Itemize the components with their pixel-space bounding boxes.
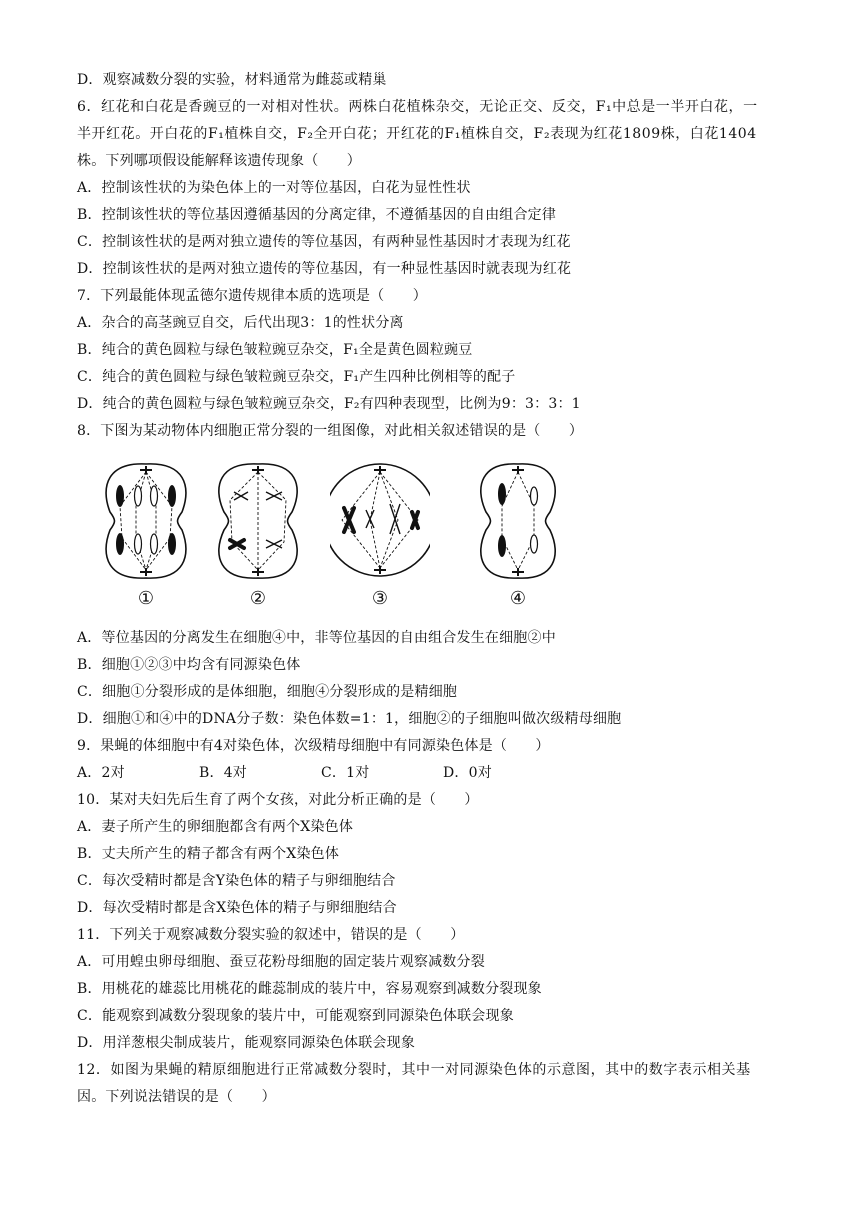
- q7-option-c: C．纯合的黄色圆粒与绿色皱粒豌豆杂交，F₁产生四种比例相等的配子: [77, 369, 516, 385]
- q8-option-b: B．细胞①②③中均含有同源染色体: [77, 657, 301, 673]
- cell-1-diagram: [96, 456, 196, 586]
- q6-option-a: A．控制该性状的为染色体上的一对等位基因，白花为显性性状: [77, 180, 471, 196]
- q11-option-c: C．能观察到减数分裂现象的装片中，可能观察到同源染色体联会现象: [77, 1008, 514, 1024]
- q11-option-a: A．可用蝗虫卵母细胞、蚕豆花粉母细胞的固定装片观察减数分裂: [77, 954, 485, 970]
- q11-option-d: D．用洋葱根尖制成装片，能观察同源染色体联会现象: [77, 1035, 416, 1051]
- q5-option-d: D．观察减数分裂的实验，材料通常为雌蕊或精巢: [77, 72, 387, 88]
- q10-option-b: B．丈夫所产生的精子都含有两个X染色体: [77, 846, 340, 862]
- cell-4-diagram: [468, 456, 568, 586]
- q9-option-a: A．2对: [77, 765, 125, 781]
- q9-option-c: C．1对: [321, 765, 370, 781]
- q6-stem-line-3: 株。下列哪项假设能解释该遗传现象（ ）: [77, 153, 361, 169]
- cell-2-diagram: [208, 456, 308, 586]
- cell-4-label: ④: [509, 588, 527, 609]
- q7-option-d: D．纯合的黄色圆粒与绿色皱粒豌豆杂交，F₂有四种表现型，比例为9：3：3：1: [77, 396, 581, 412]
- cell-3-diagram: [330, 456, 430, 586]
- cell-1-label: ①: [137, 588, 155, 609]
- q10-option-a: A．妻子所产生的卵细胞都含有两个X染色体: [77, 819, 354, 835]
- q7-option-b: B．纯合的黄色圆粒与绿色皱粒豌豆杂交，F₁全是黄色圆粒豌豆: [77, 342, 473, 358]
- q9-stem: 9．果蝇的体细胞中有4对染色体，次级精母细胞中有同源染色体是（ ）: [77, 738, 550, 754]
- q9-options: [77, 763, 492, 783]
- q8-stem: 8．下图为某动物体内细胞正常分裂的一组图像，对此相关叙述错误的是（ ）: [77, 423, 584, 439]
- q10-option-c: C．每次受精时都是含Y染色体的精子与卵细胞结合: [77, 873, 396, 889]
- q8-option-a: A．等位基因的分离发生在细胞④中，非等位基因的自由组合发生在细胞②中: [77, 630, 556, 646]
- q9-option-d: D．0对: [443, 765, 492, 781]
- q10-option-d: D．每次受精时都是含X染色体的精子与卵细胞结合: [77, 900, 397, 916]
- cell-3-label: ③: [371, 588, 389, 609]
- q12-stem-line-2: 因。下列说法错误的是（ ）: [77, 1089, 276, 1105]
- q6-option-c: C．控制该性状的是两对独立遗传的等位基因，有两种显性基因时才表现为红花: [77, 234, 571, 250]
- q8-option-d: D．细胞①和④中的DNA分子数：染色体数=1：1，细胞②的子细胞叫做次级精母细胞: [77, 711, 622, 727]
- q8-option-c: C．细胞①分裂形成的是体细胞，细胞④分裂形成的是精细胞: [77, 684, 458, 700]
- cell-2-label: ②: [249, 588, 267, 609]
- q11-stem: 11．下列关于观察减数分裂实验的叙述中，错误的是（ ）: [77, 927, 465, 943]
- q6-option-d: D．控制该性状的是两对独立遗传的等位基因，有一种显性基因时就表现为红花: [77, 261, 572, 277]
- q10-stem: 10．某对夫妇先后生育了两个女孩，对此分析正确的是（ ）: [77, 792, 479, 808]
- cell-division-figure: [96, 456, 576, 616]
- q11-option-b: B．用桃花的雄蕊比用桃花的雌蕊制成的装片中，容易观察到减数分裂现象: [77, 981, 542, 997]
- q7-option-a: A．杂合的高茎豌豆自交，后代出现3：1的性状分离: [77, 315, 404, 331]
- q6-stem-line-2: 半开红花。开白花的F₁植株自交，F₂全开白花；开红花的F₁植株自交，F₂表现为红花1809株，白花1404: [77, 126, 757, 142]
- q9-option-b: B．4对: [199, 765, 247, 781]
- q12-stem-line-1: 12．如图为果蝇的精原细胞进行正常减数分裂时，其中一对同源染色体的示意图，其中的数字表示相关基: [77, 1062, 751, 1078]
- q7-stem: 7．下列最能体现孟德尔遗传规律本质的选项是（ ）: [77, 288, 427, 304]
- q6-stem-line-1: 6．红花和白花是香豌豆的一对相对性状。两株白花植株杂交，无论正交、反交，F₁中总是一半开白花，一: [77, 99, 758, 115]
- q6-option-b: B．控制该性状的等位基因遵循基因的分离定律，不遵循基因的自由组合定律: [77, 207, 557, 223]
